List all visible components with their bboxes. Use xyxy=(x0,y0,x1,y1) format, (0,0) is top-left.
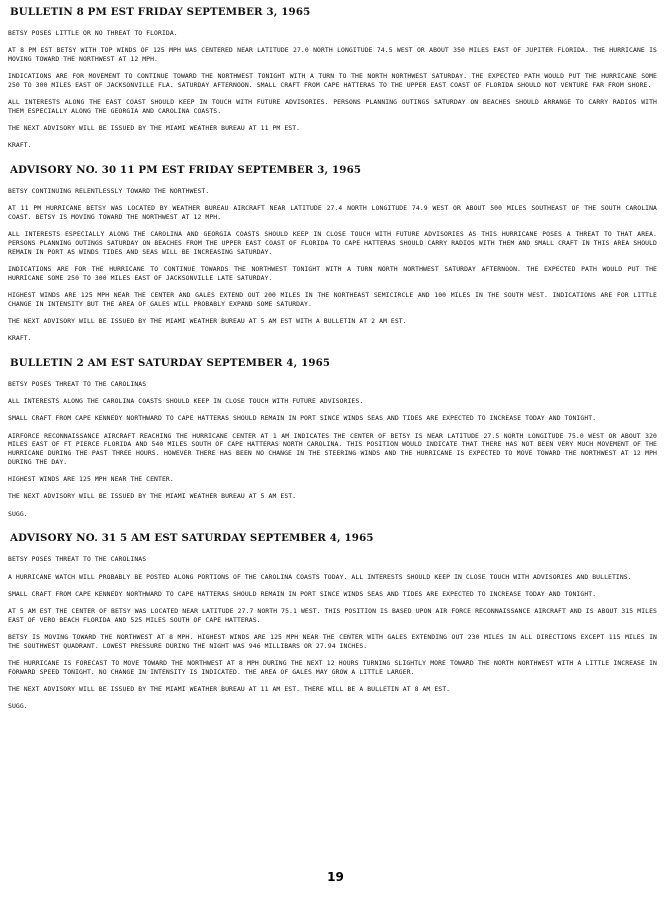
paragraph: BETSY CONTINUING RELENTLESSLY TOWARD THE NORTHWEST. xyxy=(8,187,210,196)
paragraph: THE HURRICANE IS FORECAST TO MOVE TOWARD THE NORTHWEST AT 8 MPH DURING THE NEXT 12 HOURS TURNING SLIGHTLY MORE TOWARD THE NORTH NORTHWEST WITH A LITTLE INCREASE IN FORWARD SPEED TONIGHT. NO CHANGE IN INTENSITY IS INDICATED. THE AREA OF GALES MAY GROW A LITTLE LARGER. xyxy=(8,658,657,676)
paragraph: THE NEXT ADVISORY WILL BE ISSUED BY THE MIAMI WEATHER BUREAU AT 5 AM EST WITH A BULLETIN AT 2 AM EST. xyxy=(8,317,407,326)
paragraph: INDICATIONS ARE FOR MOVEMENT TO CONTINUE TOWARD THE NORTHWEST TONIGHT WITH A TURN TO THE NORTH NORTHWEST SATURDAY. THE EXPECTED PATH WOULD PUT THE HURRICANE SOME 250 TO 300 MILES EAST OF JACKSONVILLE FLA. SATURDAY AFTERNOON. SMALL CRAFT FROM CAPE HATTERAS TO THE UPPER EAST COAST OF FLORIDA SHOULD NOT VENTURE FAR FROM SHORE. xyxy=(8,72,657,89)
paragraph: THE NEXT ADVISORY WILL BE ISSUED BY THE MIAMI WEATHER BUREAU AT 11 AM EST. THERE WILL BE A BULLETIN AT 8 AM EST. xyxy=(8,684,451,693)
paragraph: THE NEXT ADVISORY WILL BE ISSUED BY THE MIAMI WEATHER BUREAU AT 5 AM EST. xyxy=(8,492,297,501)
section-bulletin-2am xyxy=(8,357,657,518)
paragraph: A HURRICANE WATCH WILL PROBABLY BE POSTED ALONG PORTIONS OF THE CAROLINA COASTS TODAY. ALL INTERESTS SHOULD KEEP IN CLOSE TOUCH WITH ADVISORIES AND BULLETINS. xyxy=(8,572,632,581)
signature: SUGG. xyxy=(8,702,28,711)
paragraph: ALL INTERESTS ESPECIALLY ALONG THE CAROLINA AND GEORGIA COASTS SHOULD KEEP IN CLOSE TOUCH WITH FUTURE ADVISORIES AS THIS HURRICANE POSES A THREAT TO THAT AREA. PERSONS PLANNING OUTINGS SATURDAY ON BEACHES FROM THE UPPER EAST COAST OF FLORIDA TO CAPE HATTERAS SHOULD CARRY RADIOS WITH THEM AND SMALL CRAFT IN THIS AREA SHOULD REMAIN IN PORT AS WINDS TIDES AND SEAS WILL BE INCREASING SATURDAY. xyxy=(8,230,657,256)
paragraph: AIRFORCE RECONNAISSANCE AIRCRAFT REACHING THE HURRICANE CENTER AT 1 AM INDICATES THE CENTER OF BETSY IS NEAR LATITUDE 27.5 NORTH LONGITUDE 75.0 WEST OR ABOUT 320 MILES EAST OF FT PIERCE FLORIDA AND 540 MILES SOUTH OF CAPE HATTERAS NORTH CAROLINA. THIS POSITION WOULD INDICATE THAT THERE HAS NOT BEEN VERY MUCH MOVEMENT OF THE HURRICANE DURING THE PAST THREE HOURS. HOWEVER THERE HAS BEEN NO CHANGE IN THE STEERING WINDS AND THE HURRICANE IS EXPECTED TO MOVE TOWARD THE NORTHWEST AT 12 MPH DURING THE DAY. xyxy=(8,431,657,466)
signature: KRAFT. xyxy=(8,141,32,150)
signature: KRAFT. xyxy=(8,334,32,343)
section-advisory-31 xyxy=(8,532,657,711)
paragraph: AT 11 PM HURRICANE BETSY WAS LOCATED BY WEATHER BUREAU AIRCRAFT NEAR LATITUDE 27.4 NORTH LONGITUDE 74.9 WEST OR ABOUT 500 MILES SOUTHEAST OF THE SOUTH CAROLINA COAST. BETSY IS MOVING TOWARD THE NORTHWEST AT 12 MPH. xyxy=(8,204,657,222)
paragraph: ALL INTERESTS ALONG THE CAROLINA COASTS SHOULD KEEP IN CLOSE TOUCH WITH FUTURE ADVISORIES. xyxy=(8,397,364,406)
paragraph: SMALL CRAFT FROM CAPE KENNEDY NORTHWARD TO CAPE HATTERAS SHOULD REMAIN IN PORT SINCE WINDS SEAS AND TIDES ARE EXPECTED TO INCREASE TODAY AND TONIGHT. xyxy=(8,414,597,423)
paragraph: BETSY POSES LITTLE OR NO THREAT TO FLORIDA. xyxy=(8,29,178,37)
section-heading: BULLETIN 2 AM EST SATURDAY SEPTEMBER 4, 1965 xyxy=(10,357,331,370)
section-bulletin-8pm xyxy=(8,6,657,150)
section-advisory-30 xyxy=(8,164,657,343)
paragraph: SMALL CRAFT FROM CAPE KENNEDY NORTHWARD TO CAPE HATTERAS SHOULD REMAIN IN PORT SINCE WINDS SEAS AND TIDES ARE EXPECTED TO INCREASE TODAY AND TONIGHT. xyxy=(8,589,597,598)
paragraph: AT 5 AM EST THE CENTER OF BETSY WAS LOCATED NEAR LATITUDE 27.7 NORTH 75.1 WEST. THIS POSITION IS BASED UPON AIR FORCE RECONNAISSANCE AIRCRAFT AND IS ABOUT 315 MILES EAST OF VERO BEACH FLORIDA AND 525 MILES SOUTH OF CAPE HATTERAS. xyxy=(8,606,657,624)
page-number: 19 xyxy=(327,870,344,884)
paragraph: INDICATIONS ARE FOR THE HURRICANE TO CONTINUE TOWARDS THE NORTHWEST TONIGHT WITH A TURN NORTH NORTHWEST SATURDAY AFTERNOON. THE EXPECTED PATH WOULD PUT THE HURRICANE SOME 250 TO 300 MILES EAST OF JACKSONVILLE LATE SATURDAY. xyxy=(8,265,657,282)
paragraph: BETSY IS MOVING TOWARD THE NORTHWEST AT 8 MPH. HIGHEST WINDS ARE 125 MPH NEAR THE CENTER WITH GALES EXTENDING OUT 230 MILES IN ALL DIRECTIONS EXCEPT 115 MILES IN THE SOUTHWEST QUADRANT. LOWEST PRESSURE DURING THE NIGHT WAS 946 MILLIBARS OR 27.94 INCHES. xyxy=(8,632,657,650)
paragraph: AT 8 PM EST BETSY WITH TOP WINDS OF 125 MPH WAS CENTERED NEAR LATITUDE 27.0 NORTH LONGITUDE 74.5 WEST OR ABOUT 350 MILES EAST OF JUPITER FLORIDA. THE HURRICANE IS MOVING TOWARD THE NORTHWEST AT 12 MPH. xyxy=(8,46,657,63)
paragraph: BETSY POSES THREAT TO THE CAROLINAS xyxy=(8,380,147,389)
paragraph: HIGHEST WINDS ARE 125 MPH NEAR THE CENTER AND GALES EXTEND OUT 200 MILES IN THE NORTHEAST SEMICIRCLE AND 100 MILES IN THE SOUTH WEST. INDICATIONS ARE FOR LITTLE CHANGE IN INTENSITY BUT THE AREA OF GALES WILL PROBABLY EXPAND SOME SATURDAY. xyxy=(8,291,657,308)
section-heading: BULLETIN 8 PM EST FRIDAY SEPTEMBER 3, 1965 xyxy=(10,6,311,18)
paragraph: ALL INTERESTS ALONG THE EAST COAST SHOULD KEEP IN TOUCH WITH FUTURE ADVISORIES. PERSONS PLANNING OUTINGS SATURDAY ON BEACHES SHOULD ARRANGE TO CARRY RADIOS WITH THEM ESPECIALLY ALONG THE GEORGIA AND CAROLINA COASTS. xyxy=(8,98,657,115)
paragraph: BETSY POSES THREAT TO THE CAROLINAS xyxy=(8,555,147,564)
section-heading: ADVISORY NO. 30 11 PM EST FRIDAY SEPTEMBER 3, 1965 xyxy=(10,164,362,177)
paragraph: THE NEXT ADVISORY WILL BE ISSUED BY THE MIAMI WEATHER BUREAU AT 11 PM EST. xyxy=(8,124,301,133)
paragraph: HIGHEST WINDS ARE 125 MPH NEAR THE CENTER. xyxy=(8,475,174,484)
section-heading: ADVISORY NO. 31 5 AM EST SATURDAY SEPTEMBER 4, 1965 xyxy=(10,532,374,545)
signature: SUGG. xyxy=(8,509,28,518)
